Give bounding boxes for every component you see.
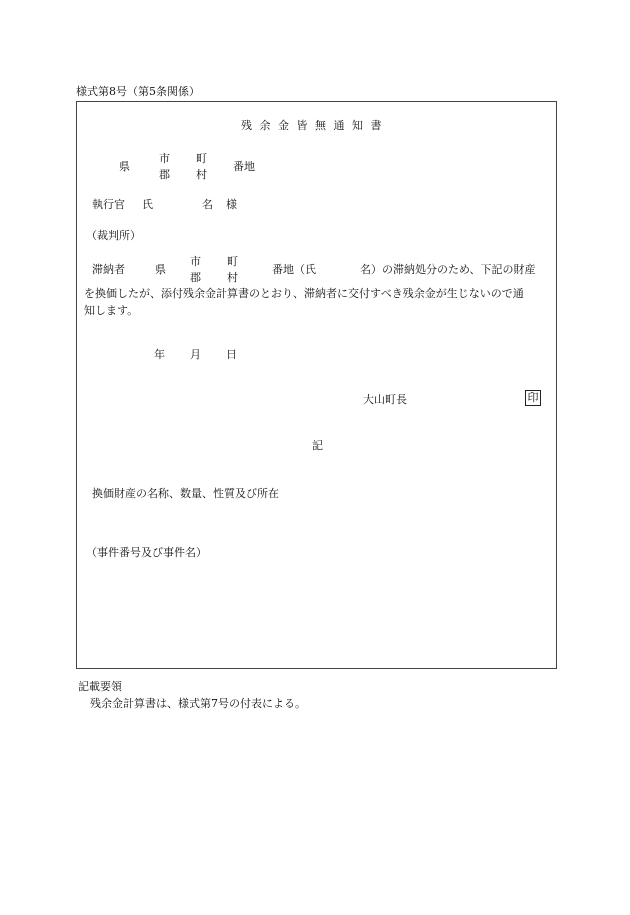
debtor-line3: 知します。 — [84, 304, 139, 317]
seal-stamp: 印 — [525, 390, 541, 406]
notes-heading: 記載要領 — [78, 680, 122, 693]
address1-town: 町 — [196, 152, 207, 165]
date-year: 年 — [154, 348, 165, 361]
address1-village: 村 — [196, 168, 207, 181]
officer-sama: 様 — [226, 198, 237, 211]
debtor-banchi: 番地（氏 — [272, 263, 316, 276]
address1-city: 市 — [159, 152, 170, 165]
debtor-line2: を換価したが、添付残余金計算書のとおり、滞納者に交付すべき残余金が生じないので通 — [84, 287, 524, 300]
address1-banchi: 番地 — [233, 160, 255, 173]
case-label: （事件番号及び事件名） — [86, 546, 207, 559]
debtor-village: 村 — [227, 271, 238, 284]
notes-body: 残余金計算書は、様式第7号の付表による。 — [90, 697, 306, 710]
debtor-prefecture: 県 — [155, 263, 166, 276]
form-frame — [76, 101, 557, 669]
debtor-tail: 名）の滞納処分のため、下記の財産 — [360, 263, 536, 276]
debtor-label: 滞納者 — [92, 263, 125, 276]
date-day: 日 — [226, 348, 237, 361]
debtor-county: 郡 — [190, 271, 201, 284]
address1-prefecture: 県 — [119, 160, 130, 173]
property-label: 換価財産の名称、数量、性質及び所在 — [92, 487, 279, 500]
issuer-name: 大山町長 — [363, 393, 407, 406]
officer-mei: 名 — [202, 198, 213, 211]
date-month: 月 — [190, 348, 201, 361]
form-number: 様式第8号（第5条関係） — [76, 85, 200, 98]
document-title: 残 余 金 皆 無 通 知 書 — [241, 119, 384, 132]
ki-label: 記 — [312, 439, 323, 452]
address1-county: 郡 — [159, 168, 170, 181]
officer-shi: 氏 — [142, 198, 153, 211]
debtor-town: 町 — [227, 255, 238, 268]
court-label: （裁判所） — [86, 229, 141, 242]
debtor-city: 市 — [190, 255, 201, 268]
officer-label: 執行官 — [92, 198, 125, 211]
